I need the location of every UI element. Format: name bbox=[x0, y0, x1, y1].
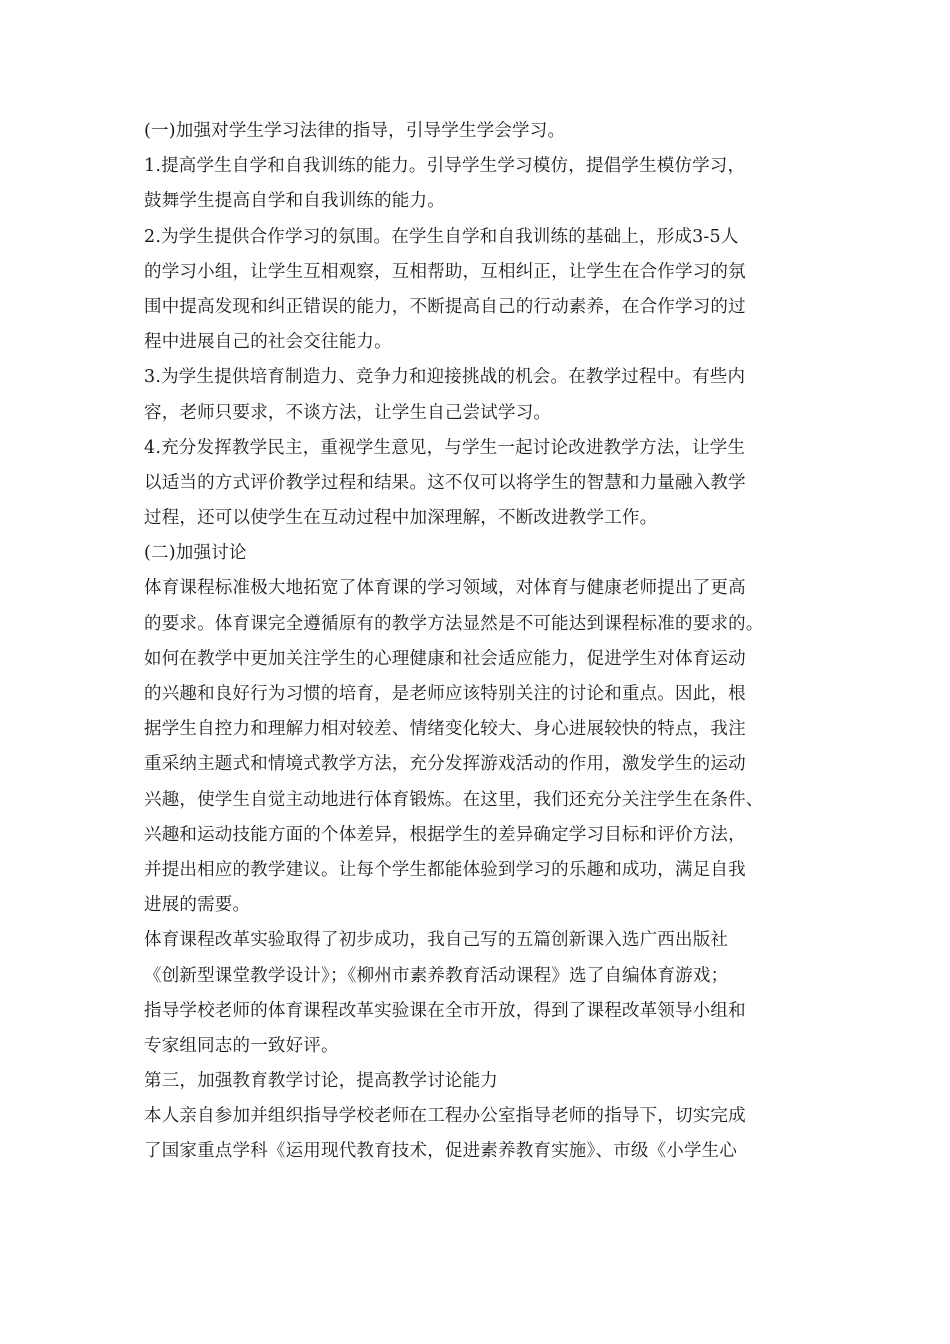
section-heading: 第三，加强教育教学讨论，提高教学讨论能力 bbox=[144, 1071, 498, 1092]
text-line: 围中提高发现和纠正错误的能力，不断提高自己的行动素养，在合作学习的过 bbox=[144, 296, 746, 317]
text-line: 体育课程标准极大地拓宽了体育课的学习领域，对体育与健康老师提出了更高 bbox=[144, 578, 746, 599]
text-line: 容，老师只要求，不谈方法，让学生自己尝试学习。 bbox=[144, 402, 552, 423]
text-line: 指导学校老师的体育课程改革实验课在全市开放，得到了课程改革领导小组和 bbox=[144, 1000, 746, 1021]
text-line: 专家组同志的一致好评。 bbox=[144, 1035, 339, 1056]
text-line: 并提出相应的教学建议。让每个学生都能体验到学习的乐趣和成功，满足自我 bbox=[144, 859, 746, 880]
text-line: 过程，还可以使学生在互动过程中加深理解，不断改进教学工作。 bbox=[144, 508, 658, 529]
text-line: 2.为学生提供合作学习的氛围。在学生自学和自我训练的基础上，形成3-5人 bbox=[144, 226, 739, 247]
text-line: 的学习小组，让学生互相观察，互相帮助，互相纠正，让学生在合作学习的氛 bbox=[144, 261, 746, 282]
document-body bbox=[144, 114, 824, 1170]
text-line: 兴趣和运动技能方面的个体差异，根据学生的差异确定学习目标和评价方法， bbox=[144, 824, 746, 845]
text-line: 重采纳主题式和情境式教学方法，充分发挥游戏活动的作用，激发学生的运动 bbox=[144, 754, 746, 775]
text-line: 程中进展自己的社会交往能力。 bbox=[144, 332, 392, 353]
text-line: 体育课程改革实验取得了初步成功，我自己写的五篇创新课入选广西出版社 bbox=[144, 930, 729, 951]
text-line: 本人亲自参加并组织指导学校老师在工程办公室指导老师的指导下，切实完成 bbox=[144, 1106, 746, 1127]
text-line: 1.提高学生自学和自我训练的能力。引导学生学习模仿，提倡学生模仿学习， bbox=[144, 156, 746, 177]
text-line: 的兴趣和良好行为习惯的培育，是老师应该特别关注的讨论和重点。因此，根 bbox=[144, 684, 746, 704]
text-line: 兴趣，使学生自觉主动地进行体育锻炼。在这里，我们还充分关注学生在条件、 bbox=[144, 789, 764, 810]
text-line: 《创新型课堂教学设计》；《柳州市素养教育活动课程》选了自编体育游戏； bbox=[144, 965, 729, 986]
text-line: 4.充分发挥教学民主，重视学生意见，与学生一起讨论改进教学方法，让学生 bbox=[144, 437, 746, 458]
section-heading: (二)加强讨论 bbox=[144, 543, 247, 564]
text-line: 据学生自控力和理解力相对较差、情绪变化较大、身心进展较快的特点，我注 bbox=[144, 719, 746, 740]
text-line: (一)加强对学生学习法律的指导，引导学生学会学习。 bbox=[144, 121, 566, 141]
text-line: 的要求。体育课完全遵循原有的教学方法显然是不可能达到课程标准的要求的。 bbox=[144, 613, 764, 634]
text-line: 鼓舞学生提高自学和自我训练的能力。 bbox=[144, 191, 445, 212]
text-line: 以适当的方式评价教学过程和结果。这不仅可以将学生的智慧和力量融入教学 bbox=[144, 472, 746, 493]
text-line: 3.为学生提供培育制造力、竞争力和迎接挑战的机会。在教学过程中。有些内 bbox=[144, 367, 746, 388]
text-line: 如何在教学中更加关注学生的心理健康和社会适应能力，促进学生对体育运动 bbox=[144, 648, 746, 669]
text-line: 了国家重点学科《运用现代教育技术，促进素养教育实施》、市级《小学生心 bbox=[144, 1141, 738, 1162]
text-line: 进展的需要。 bbox=[144, 895, 251, 916]
